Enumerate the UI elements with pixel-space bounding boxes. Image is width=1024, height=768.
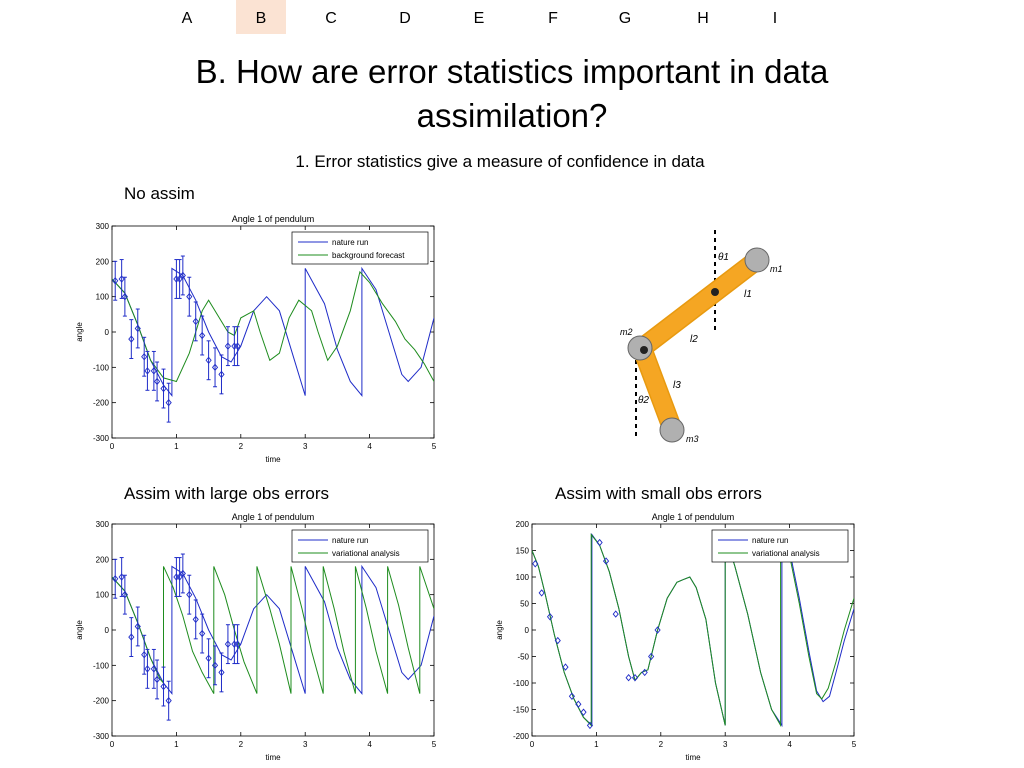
x-tick-label: 4 [787,740,792,749]
x-tick-label: 2 [658,740,664,749]
legend-label: variational analysis [752,549,820,558]
y-axis-label: angle [75,322,84,342]
nav-item-h[interactable]: H [697,10,709,27]
pivot-joint [711,288,719,296]
middle-joint [640,346,648,354]
mass-m2 [628,336,652,360]
nav-item-d[interactable]: D [399,10,411,27]
y-tick-label: 300 [95,520,109,529]
l3-text: l3 [673,380,681,391]
mass-m3 [660,418,684,442]
x-tick-label: 5 [851,740,857,749]
y-tick-label: 200 [515,520,529,529]
y-tick-label: 200 [95,555,109,565]
y-tick-label: 100 [95,292,109,302]
y-tick-label: 50 [520,599,529,609]
y-tick-label: -100 [92,661,109,671]
y-tick-label: -50 [517,652,529,662]
y-tick-label: 0 [104,328,109,337]
legend-label: nature run [332,238,369,247]
l2-text: l2 [690,334,698,345]
section-nav [150,0,810,34]
y-tick-label: 150 [515,546,529,556]
nav-item-f[interactable]: F [548,10,558,27]
l1-text: l1 [744,289,752,300]
y-tick-label: 0 [104,626,109,635]
theta2-text: θ2 [638,395,649,406]
x-tick-label: 1 [594,740,599,749]
y-tick-label: 0 [524,626,529,635]
x-tick-label: 5 [431,740,437,749]
page-title: B. How are error statistics important in data assimilation? [195,53,829,134]
page-subtitle: 1. Error statistics give a measure of confidence in data [295,152,705,171]
x-tick-label: 3 [722,740,728,749]
x-axis-label: time [685,753,701,762]
m1-text: m1 [770,264,783,274]
nav-item-e[interactable]: E [473,10,485,27]
x-tick-label: 3 [302,740,308,749]
x-tick-label: 0 [109,740,115,749]
arm-l2-fill [642,260,757,348]
y-tick-label: 100 [515,573,529,582]
theta1-text: θ1 [718,252,729,263]
x-tick-label: 4 [367,740,372,749]
large-errors-label: Assim with large obs errors [124,484,330,503]
x-tick-label: 0 [109,442,115,451]
m2-text: m2 [620,327,633,337]
y-axis-label: angle [75,620,84,640]
chart-large-obs-errors [70,506,450,768]
legend-label: nature run [752,536,789,545]
x-axis-label: time [265,753,281,762]
y-tick-label: -200 [92,696,109,706]
y-tick-label: -100 [512,679,529,688]
nav-item-g[interactable]: G [618,10,632,27]
chart-small-obs-errors [490,506,870,768]
no-assim-label: No assim [124,184,195,203]
x-tick-label: 2 [238,442,244,451]
nav-item-b[interactable]: B [236,0,286,34]
y-tick-label: -300 [92,732,109,741]
nav-item-a[interactable]: A [181,10,193,27]
small-errors-label: Assim with small obs errors [555,484,762,503]
x-tick-label: 4 [367,442,372,451]
chart-title: Angle 1 of pendulum [231,214,315,224]
chart-title: Angle 1 of pendulum [651,512,735,522]
mass-m1 [745,248,769,272]
y-tick-label: -200 [512,732,529,741]
double-pendulum-diagram [600,220,800,450]
y-tick-label: 200 [95,257,109,267]
legend-label: nature run [332,536,369,545]
y-tick-label: -100 [92,363,109,373]
y-tick-label: -150 [512,705,529,715]
y-tick-label: -200 [92,398,109,408]
x-tick-label: 1 [174,740,179,749]
x-tick-label: 3 [302,442,308,451]
x-tick-label: 2 [238,740,244,749]
nav-item-c[interactable]: C [325,10,337,27]
legend-label: variational analysis [332,549,400,558]
x-tick-label: 0 [529,740,535,749]
y-tick-label: -300 [92,434,109,443]
chart-title: Angle 1 of pendulum [231,512,315,522]
nav-item-i[interactable]: I [772,10,778,27]
x-axis-label: time [265,455,281,464]
m3-text: m3 [686,434,699,444]
legend-label: background forecast [332,251,405,260]
x-tick-label: 1 [174,442,179,451]
y-tick-label: 100 [95,590,109,600]
chart-no-assim [70,208,450,470]
y-axis-label: angle [495,620,504,640]
y-tick-label: 300 [95,222,109,231]
x-tick-label: 5 [431,442,437,451]
